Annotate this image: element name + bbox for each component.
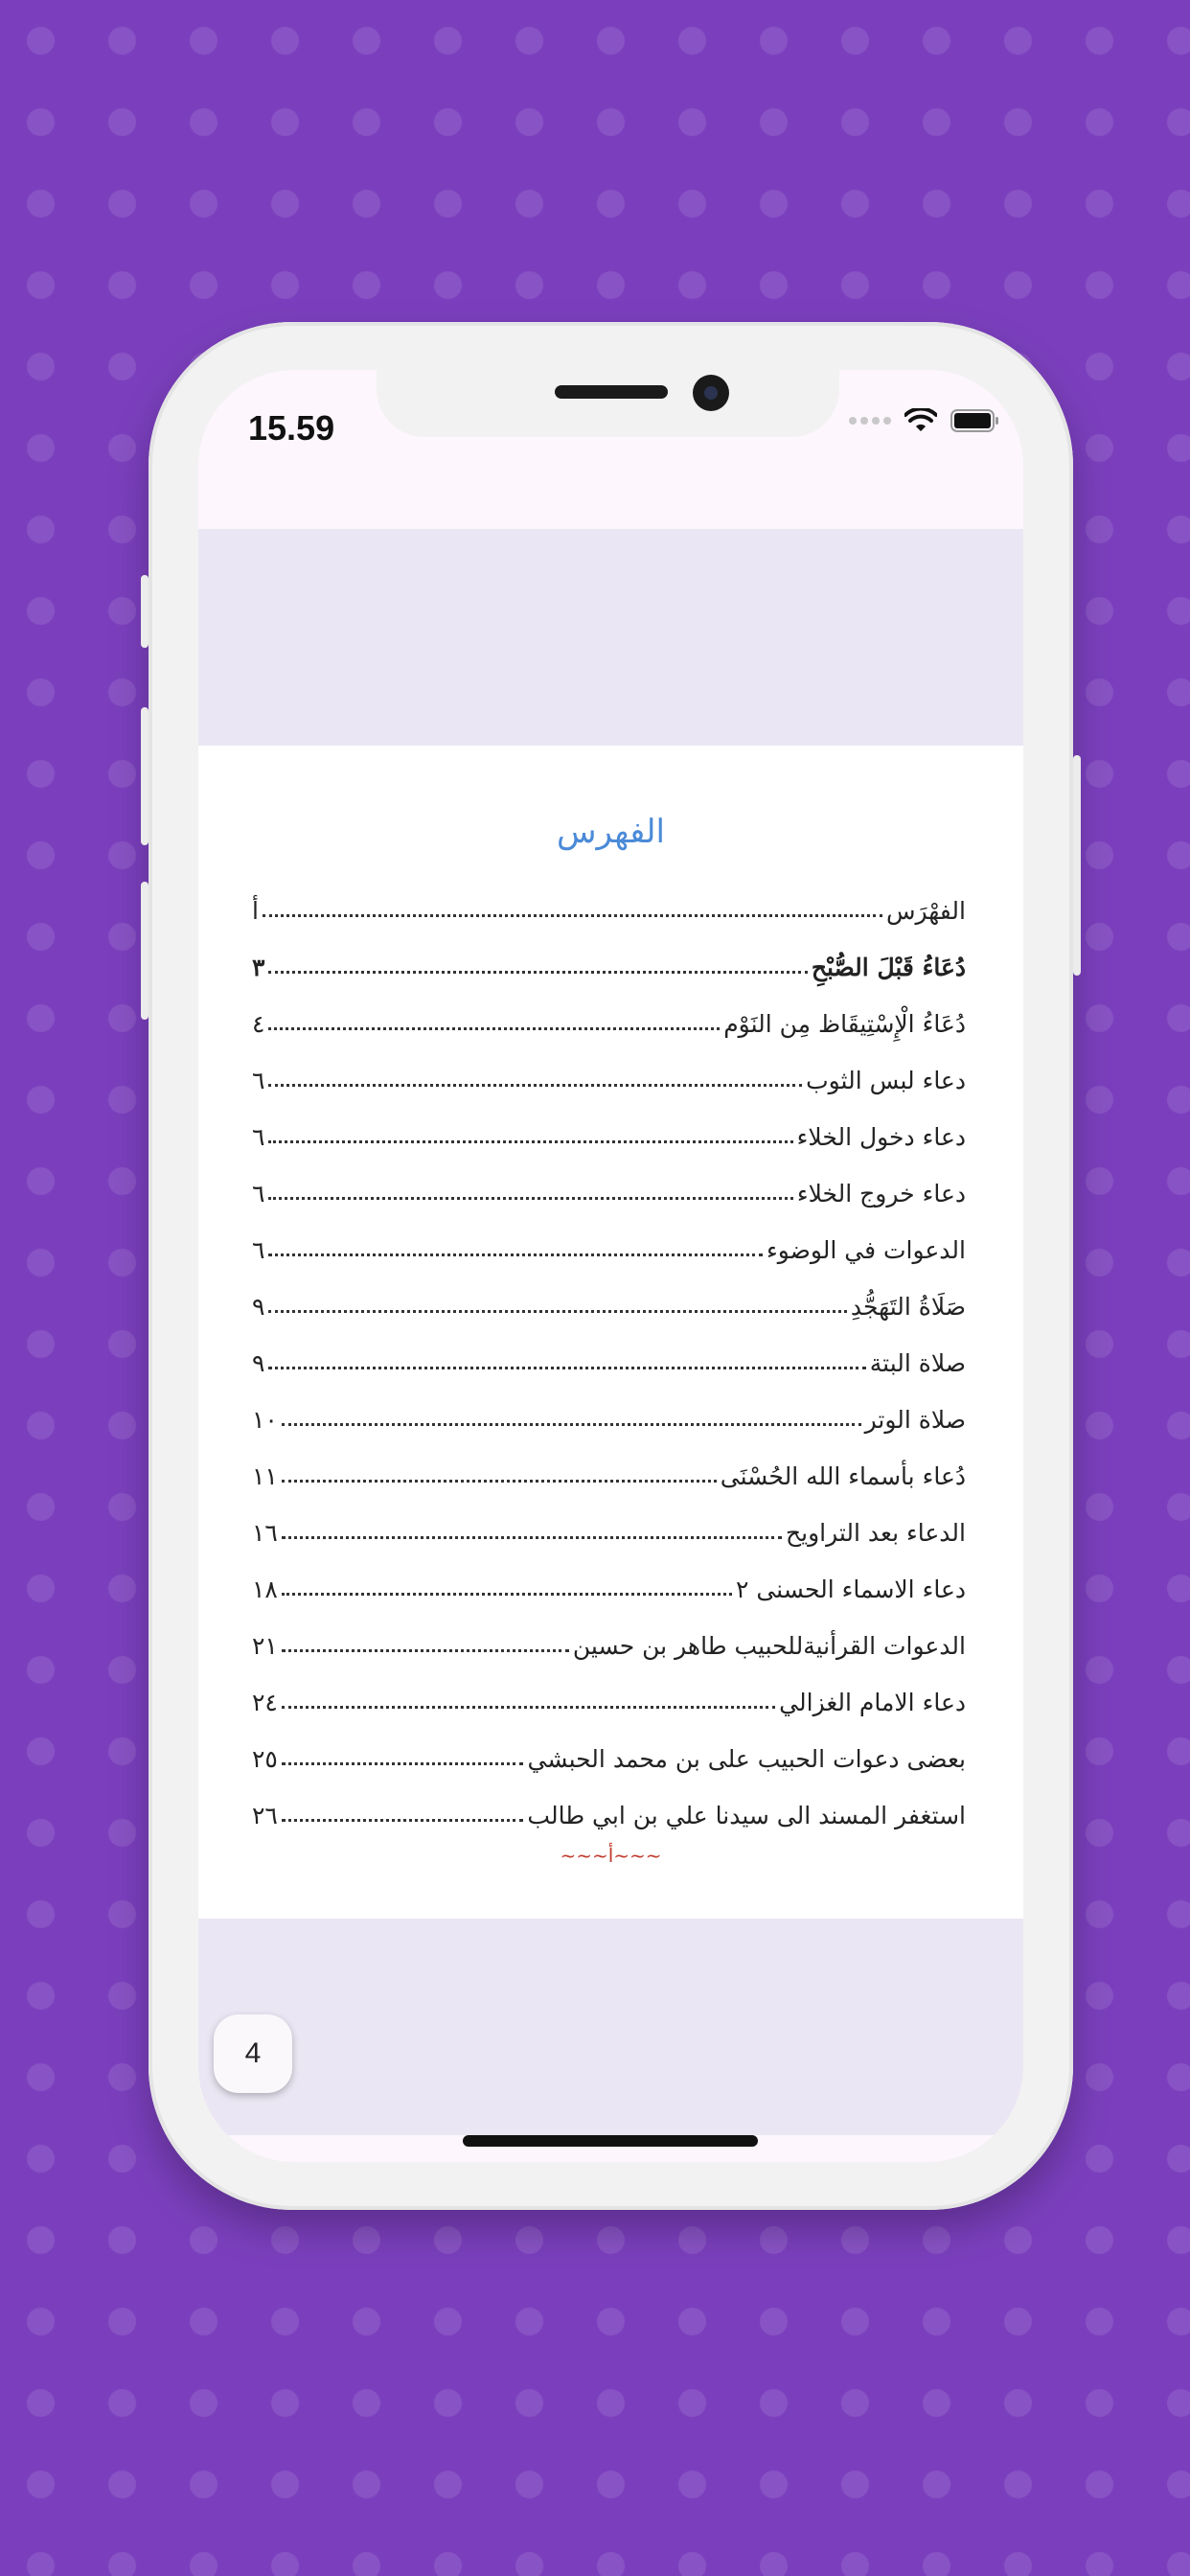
toc-leader-dots: [268, 970, 807, 974]
battery-icon: [950, 408, 1000, 433]
toc-row[interactable]: [252, 1264, 966, 1321]
toc-row[interactable]: [252, 1208, 966, 1264]
toc-title: دُعَاءُ الْإِسْتِيقَاظ مِن النَوْم: [723, 1010, 966, 1038]
toc-title: دعاء دخول الخلاء: [796, 1123, 966, 1151]
toc-row[interactable]: [252, 1603, 966, 1660]
toc-leader-dots: [268, 1253, 763, 1256]
toc-title: استغفر المسند الى سيدنا علي بن ابي طالب: [527, 1802, 966, 1829]
page-number-badge[interactable]: 4: [214, 2014, 292, 2093]
toc-title: دُعاء بأسماء الله الحُسْنَى: [720, 1462, 966, 1490]
front-camera: [693, 375, 729, 411]
toc-row[interactable]: [252, 1321, 966, 1377]
screen: [198, 370, 1023, 2162]
toc-title: صلاة البتة: [869, 1349, 966, 1377]
bottom-band: [198, 1919, 1023, 2135]
home-indicator[interactable]: [463, 2135, 758, 2147]
toc-leader-dots: [263, 913, 882, 917]
toc-title: دعاء لبس الثوب: [806, 1067, 966, 1094]
toc-leader-dots: [282, 1648, 569, 1652]
toc-page-number: ٣: [252, 954, 265, 981]
toc-title: دعاء الاسماء الحسنى ٢: [735, 1576, 966, 1603]
toc-row[interactable]: [252, 868, 966, 925]
toc-row[interactable]: [252, 1038, 966, 1094]
toc-page-number: ١٠: [252, 1406, 278, 1434]
toc-title: الدعوات في الوضوء: [766, 1236, 966, 1264]
toc-row[interactable]: [252, 1716, 966, 1773]
toc-page-number: ١٨: [252, 1576, 278, 1603]
toc-leader-dots: [268, 1366, 865, 1369]
toc-leader-dots: [282, 1535, 782, 1539]
toc-row[interactable]: [252, 1151, 966, 1208]
top-band: [198, 529, 1023, 746]
toc-title: دُعَاءُ قَبْلَ الصُّبْحِ: [811, 954, 966, 981]
toc-page-number: ٢٦: [252, 1802, 278, 1829]
toc-leader-dots: [282, 1705, 775, 1709]
toc-page-number: ٦: [252, 1236, 265, 1264]
wifi-icon: [904, 408, 937, 433]
toc-title: الدعاء بعد التراويح: [785, 1519, 966, 1547]
toc-leader-dots: [282, 1818, 524, 1822]
table-of-contents: [252, 868, 966, 1829]
toc-title: صَلَاةُ التَهَجُّدِ: [850, 1293, 966, 1321]
toc-title: دعاء الامام الغزالي: [779, 1689, 966, 1716]
toc-page-number: ٤: [252, 1010, 265, 1038]
toc-row[interactable]: [252, 1547, 966, 1603]
phone-frame: [149, 322, 1073, 2210]
toc-row[interactable]: [252, 1490, 966, 1547]
toc-page-number: ٩: [252, 1349, 265, 1377]
speaker: [555, 385, 668, 399]
toc-title: الدعوات القرأنيةللحبيب طاهر بن حسين: [572, 1632, 966, 1660]
toc-leader-dots: [268, 1139, 792, 1143]
toc-title: دعاء خروج الخلاء: [796, 1180, 966, 1208]
status-time: 15.59: [248, 408, 335, 448]
toc-page-number: ٢٥: [252, 1745, 278, 1773]
toc-row[interactable]: [252, 1434, 966, 1490]
toc-title: صلاة الوتر: [864, 1406, 966, 1434]
toc-leader-dots: [268, 1309, 846, 1313]
toc-leader-dots: [268, 1196, 792, 1200]
toc-page-number: ٦: [252, 1123, 265, 1151]
toc-page-number: ٦: [252, 1067, 265, 1094]
toc-page-number: ٢١: [252, 1632, 278, 1660]
toc-title: الفهْرَس: [885, 897, 966, 925]
toc-leader-dots: [282, 1422, 861, 1426]
toc-leader-dots: [282, 1761, 524, 1765]
book-page: [198, 746, 1023, 1919]
mute-switch: [141, 575, 149, 648]
toc-row[interactable]: [252, 1377, 966, 1434]
page-title: الفهرس: [557, 813, 665, 851]
toc-page-number: ٦: [252, 1180, 265, 1208]
toc-leader-dots: [282, 1592, 732, 1596]
toc-leader-dots: [268, 1026, 720, 1030]
toc-row[interactable]: [252, 1094, 966, 1151]
toc-row[interactable]: [252, 981, 966, 1038]
status-icons: [849, 408, 1000, 433]
toc-leader-dots: [282, 1479, 717, 1483]
toc-page-number: ٩: [252, 1293, 265, 1321]
ornament-divider: ~~~أ~~~: [560, 1844, 662, 1867]
toc-title: بعضى دعوات الحبيب على بن محمد الحبشي: [527, 1745, 966, 1773]
toc-page-number: ١١: [252, 1462, 278, 1490]
toc-page-number: أ: [252, 897, 259, 925]
volume-down-button: [141, 882, 149, 1020]
toc-row[interactable]: [252, 1660, 966, 1716]
cellular-signal-icon: [849, 417, 891, 425]
toc-leader-dots: [268, 1083, 802, 1087]
toc-row[interactable]: [252, 1773, 966, 1829]
toc-page-number: ١٦: [252, 1519, 278, 1547]
toc-row[interactable]: [252, 925, 966, 981]
volume-up-button: [141, 707, 149, 845]
power-button: [1073, 755, 1081, 976]
notch: [377, 370, 839, 437]
toc-page-number: ٢٤: [252, 1689, 278, 1716]
